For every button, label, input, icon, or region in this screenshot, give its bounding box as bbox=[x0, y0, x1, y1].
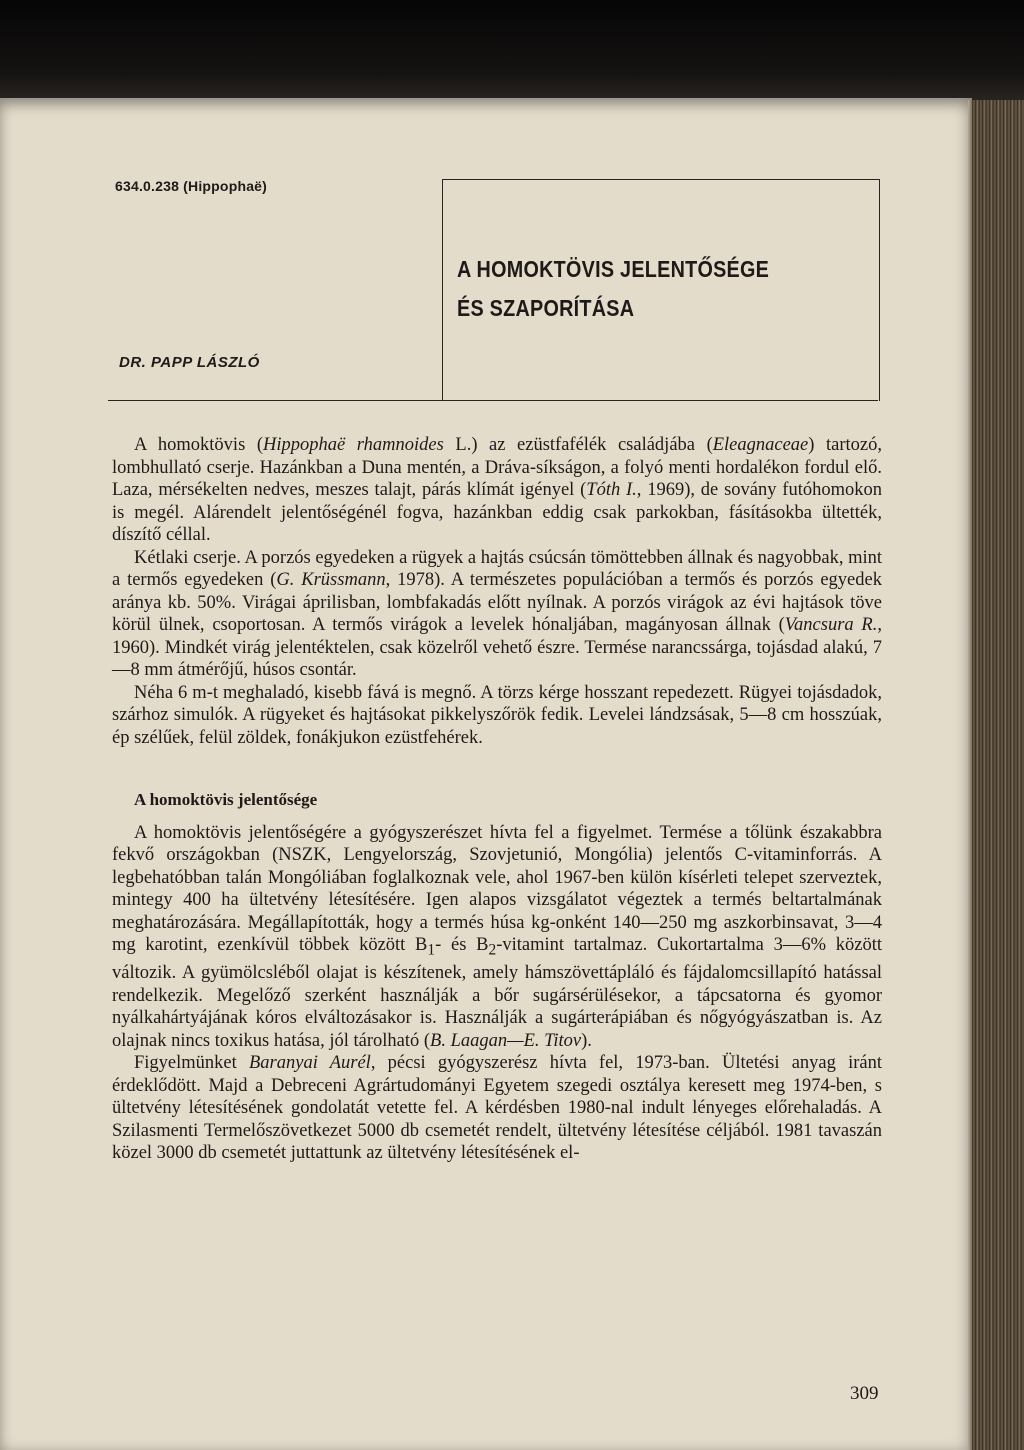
classification-code: 634.0.238 (Hippophaë) bbox=[115, 178, 268, 194]
paragraph-history: Figyelmünket Baranyai Aurél, pécsi gyógyszerész hívta fel, 1973-ban. Ültetési anyag iránt érdeklődött. Majd a Debreceni Agrártudományi Egyetem szegedi osztálya keresett meg 1974-ben, s ültetvény létesítésének gondolatát vetette fel. A kérdésben 1980-nal indult lényeges előrehaladás. A Szilasmenti Termelőszövetkezet 5000 db csemetét rendelt, ültetvény létesítése céljából. 1981 tavaszán közel 3000 db csemetét juttattunk az ültetvény létesítésének el- bbox=[112, 1053, 882, 1164]
paragraph-significance: A homoktövis jelentőségére a gyógyszerészet hívta fel a figyelmet. Termése a tőlünk északabbra fekvő országokban (NSZK, Lengyelország, Szovjetunió, Mongólia) jelentős C-vitaminforrás. A legbehatóbban talán Mongóliában foglalkoznak vele, ahol 1967-ben külön kísérleti telepet szerveztek, mintegy 400 ha ültetvény létesítésére. Igen alapos vizsgálatot végeztek a termés beltartalmának meghatározására. Megállapították, hogy a termés húsa kg-onként 140—250 mg aszkorbinsavat, 3—4 mg karotint, ezenkívül többek között $B_1-$ és $B_2$-vitamint tartalmaz. Cukortartalma 3—6% között változik. A gyümölcsléből olajat is készítenek, amely hámszövettápláló és fájdalomcsillapító hatással rendelkezik. Megelőző szerként használják a bőr sugársérülésekor, a tápcsatorna és gyomor nyálkahártyájának kóros elváltozásakor is. Használják a sugárterápiában és nőgyógyászatban is. Az olajnak nincs toxikus hatása, jól tárolható (B. Laagan—E. Titov). bbox=[112, 822, 882, 1051]
title-frame bbox=[442, 179, 880, 401]
article-title-line-2: ÉS SZAPORÍTÁSA bbox=[457, 295, 635, 321]
article-title-line-1: A HOMOKTÖVIS JELENTŐSÉGE bbox=[457, 256, 770, 282]
section-title: A homoktövis jelentősége bbox=[134, 790, 318, 809]
page-number: 309 bbox=[850, 1383, 879, 1404]
book-spine bbox=[972, 100, 1024, 1450]
header-rule bbox=[108, 400, 878, 401]
paragraph-dioecious: Kétlaki cserje. A porzós egyedeken a rügyek a hajtás csúcsán tömöttebben állnak és nagyobbak, mint a termős egyedeken (G. Krüssmann, 1978). A természetes populációban a termős és porzós egyedek aránya kb. 50%. Virágai áprilisban, lombfakadás előtt nyílnak. A porzós virágok az évi hajtások töve körül ülnek, csoportosan. A termős virágok a levelek hónaljában, magányosan állnak (Vancsura R., 1960). Mindkét virág jelentéktelen, csak közelről vehető észre. Termése narancssárga, tojásdad alakú, 7—8 mm átmérőjű, húsos csontár. bbox=[112, 547, 882, 680]
paragraph-intro: A homoktövis (Hippophaë rhamnoides L.) az ezüstfafélék családjába (Eleagnaceae) tartozó, lombhullató cserje. Hazánkban a Duna mentén, a Dráva-síkságon, a folyó menti hordalékon fordul elő. Laza, mérsékelten nedves, meszes talajt, párás klímát igényel (Tóth I., 1969), de sovány futóhomokon is megél. Alárendelt jelentőségénél fogva, hazánkban eddig csak parkokban, fásításokba ültették, díszítő céllal. bbox=[112, 435, 882, 545]
author-name: DR. PAPP LÁSZLÓ bbox=[119, 354, 260, 371]
paragraph-morphology: Néha 6 m-t meghaladó, kisebb fává is megnő. A törzs kérge hosszant repedezett. Rügyei tojásdadok, szárhoz simulók. A rügyeket és hajtásokat pikkelyszőrök fedik. Levelei lándzsásak, 5—8 cm hosszúak, ép szélűek, felül zöldek, fonákjukon ezüstfehérek. bbox=[112, 682, 882, 748]
scan-top-shadow bbox=[0, 0, 1024, 105]
article-body bbox=[112, 434, 882, 1165]
